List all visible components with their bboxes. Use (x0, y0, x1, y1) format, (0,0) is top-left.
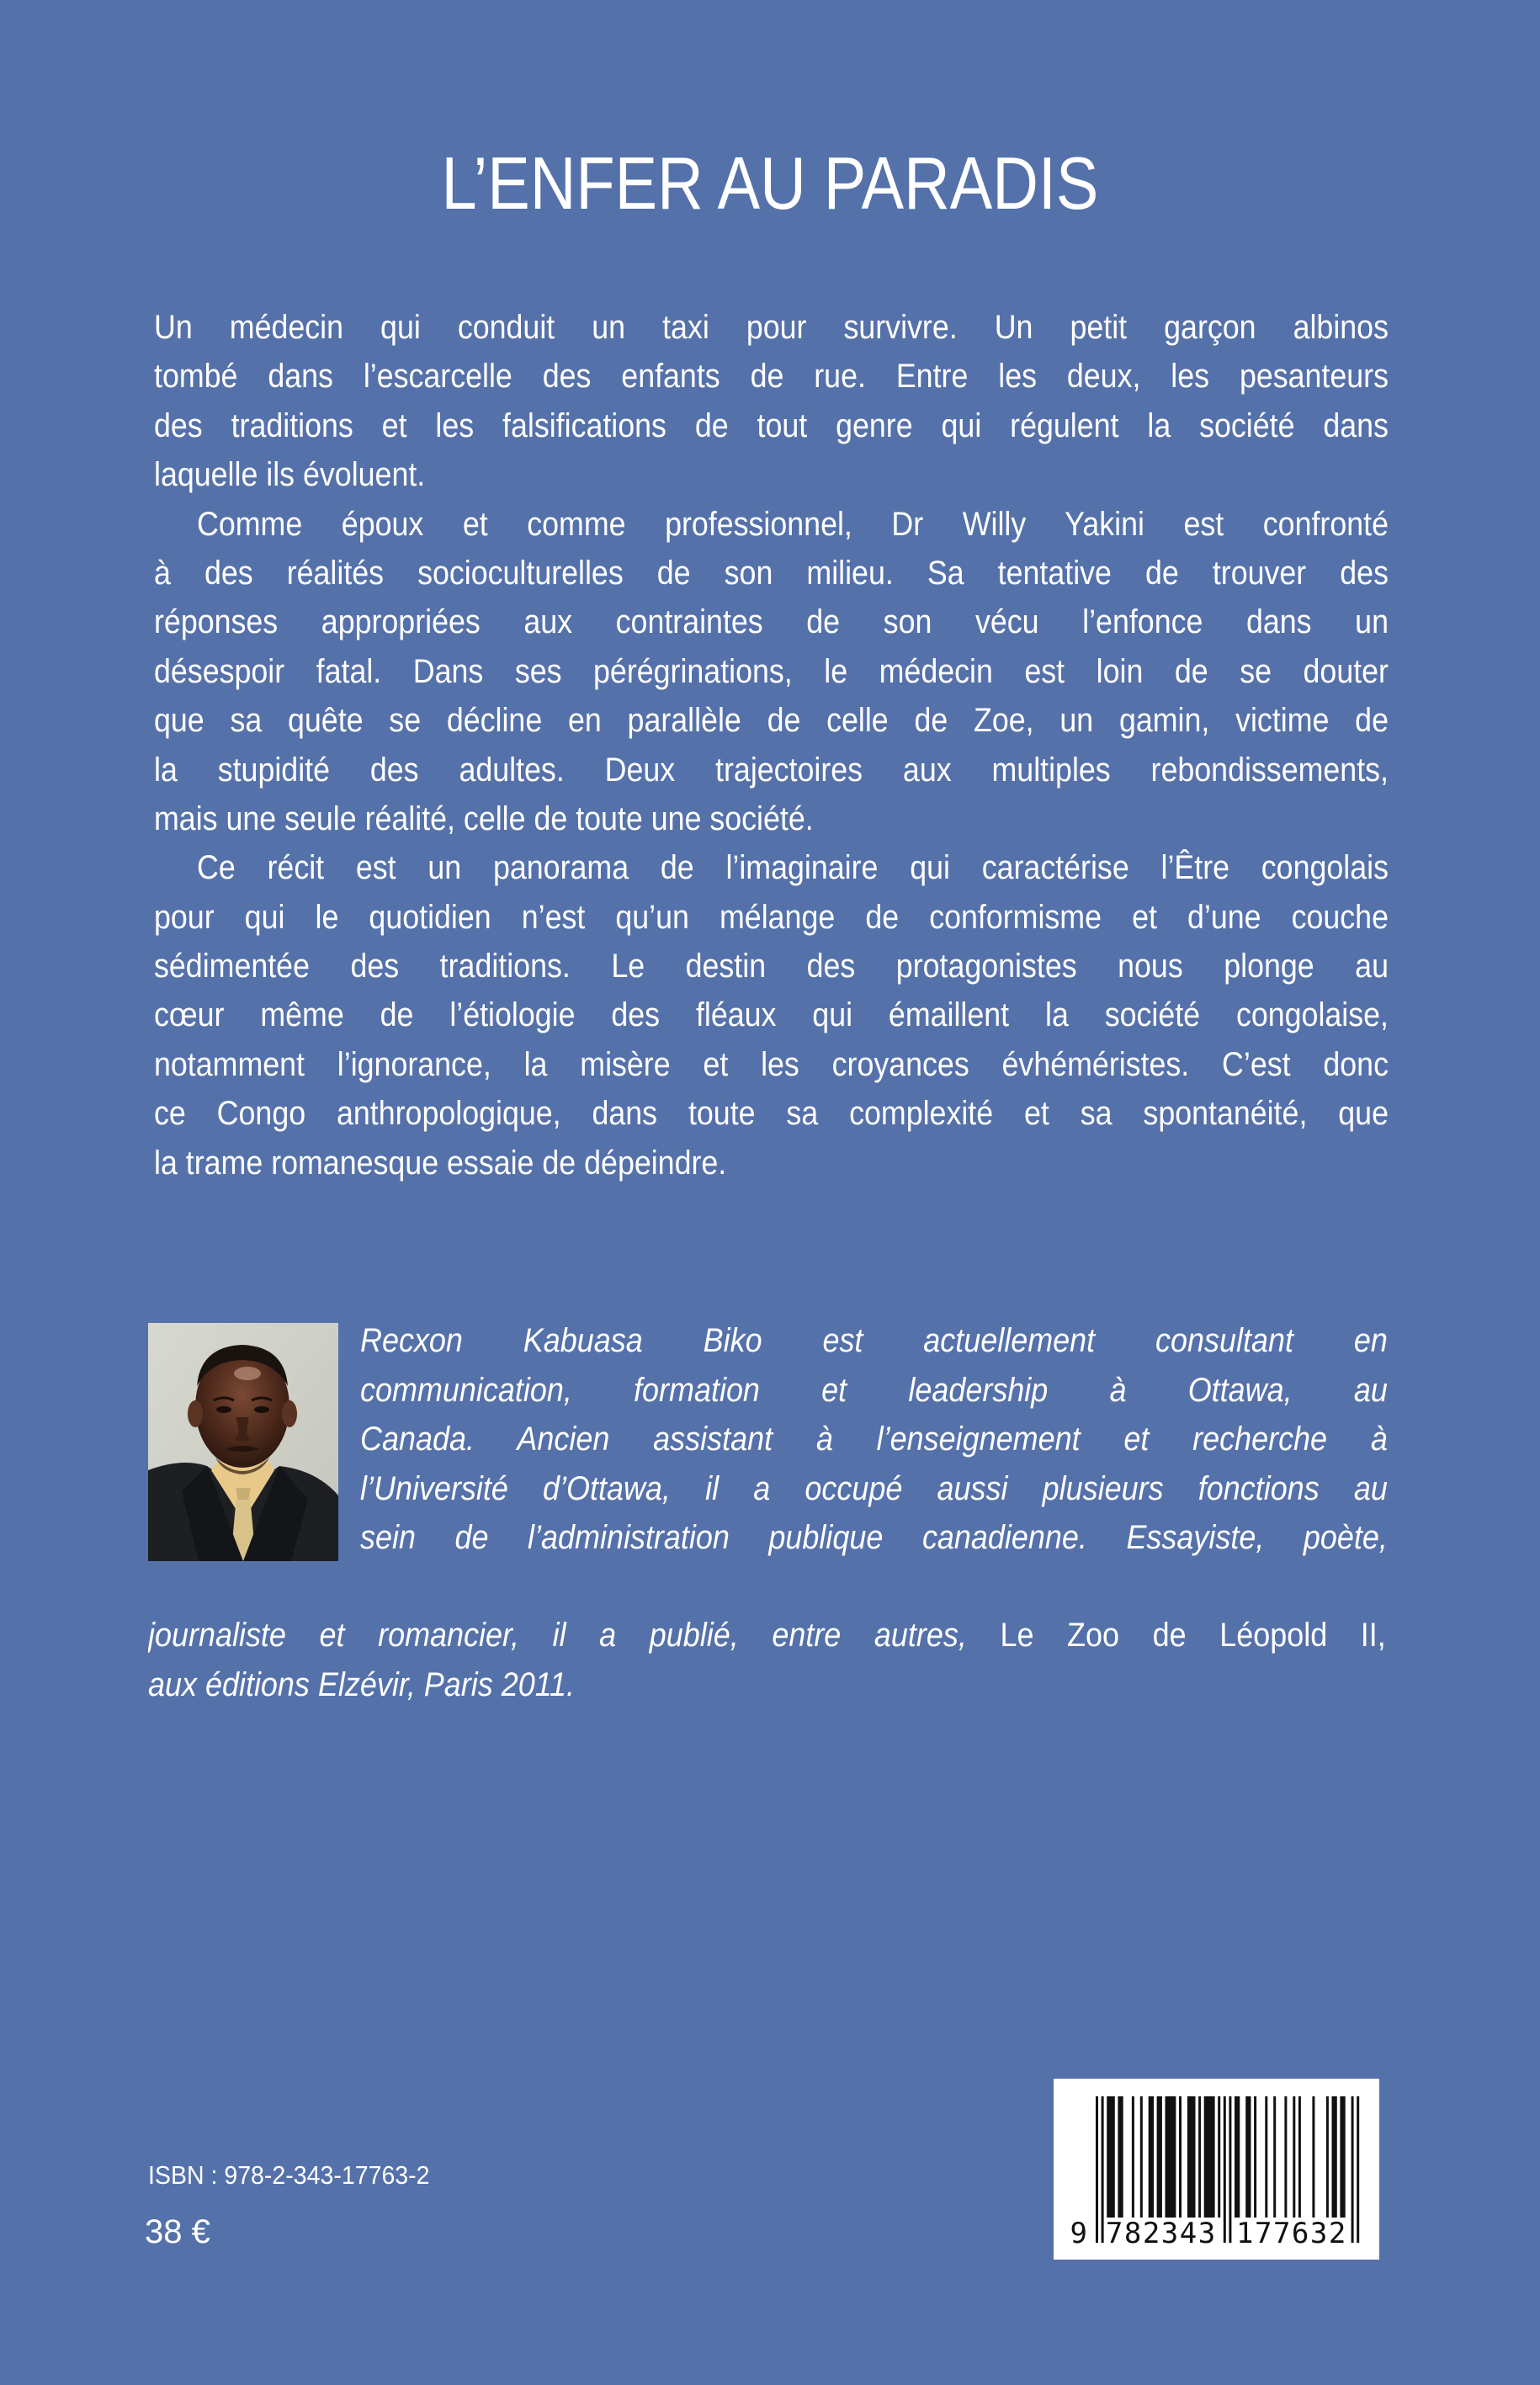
description-line: la trame romanesque essaie de dépeindre. (154, 1144, 727, 1182)
author-photo (148, 1323, 338, 1561)
description-line: la stupidité des adultes. Deux trajectoires aux multiples rebondissements, (154, 751, 1389, 789)
description-line: désespoir fatal. Dans ses pérégrinations, le médecin est loin de se douter (154, 652, 1389, 690)
author-bio-beside-photo (360, 1316, 1388, 1563)
description-line: sédimentée des traditions. Le destin des protagonistes nous plonge au (154, 948, 1389, 985)
author-portrait-image (148, 1323, 338, 1561)
author-bio-line: Canada. Ancien assistant à l’enseignement et recherche à (360, 1421, 1388, 1458)
description-line: réponses appropriées aux contraintes de son vécu l’enfonce dans un (154, 603, 1389, 641)
author-bio-line (148, 1611, 1386, 1660)
book-title (0, 141, 1540, 226)
description-line: Ce récit est un panorama de l’imaginaire qui caractérise l’Être congolais (196, 849, 1389, 887)
description-line: cœur même de l’étiologie des fléaux qui émaillent la société congolaise, (154, 996, 1389, 1034)
book-title-reference: Le Zoo de Léopold II, (1000, 1617, 1386, 1654)
book-title-text: L’ENFER AU PARADIS (441, 141, 1099, 225)
description-line: Un médecin qui conduit un taxi pour survivre. Un petit garçon albinos (154, 309, 1389, 346)
description-line: à des réalités socioculturelles de son milieu. Sa tentative de trouver des (154, 554, 1389, 592)
description-line: Comme époux et comme professionnel, Dr Willy Yakini est confronté (196, 505, 1389, 543)
author-bio-text: journaliste et romancier, il a publié, entre autres, (148, 1617, 967, 1654)
author-bio-line: l’Université d’Ottawa, il a occupé aussi plusieurs fonctions au (360, 1469, 1388, 1507)
description-line: des traditions et les falsifications de tout genre qui régulent la société dans (154, 406, 1389, 444)
price-label: 38 € (145, 2213, 210, 2250)
author-bio-line: communication, formation et leadership à Ottawa, au (360, 1371, 1388, 1409)
author-bio-below-photo (148, 1611, 1386, 1709)
isbn-barcode (1054, 2079, 1379, 2260)
author-bio-line: sein de l’administration publique canadienne. Essayiste, poète, (360, 1519, 1388, 1556)
description-line: mais une seule réalité, celle de toute une société. (154, 799, 814, 837)
isbn-label: ISBN : 978-2-343-17763-2 (148, 2160, 430, 2190)
svg-text:177632: 177632 (1236, 2217, 1347, 2250)
svg-text:782343: 782343 (1105, 2217, 1217, 2250)
description-line: notamment l’ignorance, la misère et les croyances évhéméristes. C’est donc (154, 1045, 1389, 1083)
description-line: pour qui le quotidien n’est qu’un mélange de conformisme et d’une couche (154, 898, 1389, 936)
svg-text:9: 9 (1070, 2217, 1087, 2250)
author-bio-line: Recxon Kabuasa Biko est actuellement consultant en (360, 1322, 1388, 1359)
description-line: tombé dans l’escarcelle des enfants de rue. Entre les deux, les pesanteurs (154, 358, 1389, 396)
book-description (154, 303, 1389, 1187)
description-line: que sa quête se décline en parallèle de celle de Zoe, un gamin, victime de (154, 702, 1389, 740)
author-bio-line: aux éditions Elzévir, Paris 2011. (148, 1665, 576, 1703)
barcode-icon (1054, 2079, 1379, 2260)
description-line: laquelle ils évoluent. (154, 456, 426, 494)
description-line: ce Congo anthropologique, dans toute sa complexité et sa spontanéité, que (154, 1095, 1389, 1133)
